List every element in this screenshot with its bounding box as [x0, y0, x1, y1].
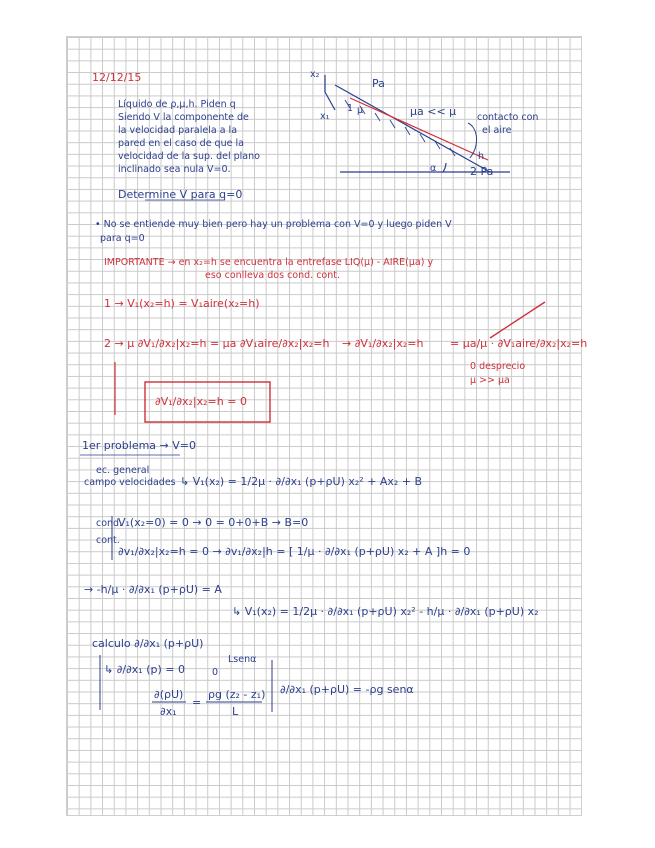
condition-2-right: = μa/μ · ∂V₁aire/∂x₂|x₂=h [450, 337, 588, 350]
dpu-equals: = [192, 696, 202, 709]
statement-line-5: velocidad de la sup. del plano [118, 151, 260, 162]
condition-2-equation: 2 → μ ∂V₁/∂x₂|x₂=h = μa ∂V₁aire/∂x₂|x₂=h [104, 337, 330, 350]
contact-label-1: contacto con [477, 112, 539, 123]
alpha-label: α [430, 163, 437, 174]
condition-1-equation: 1 → V₁(x₂=h) = V₁aire(x₂=h) [104, 297, 260, 310]
velocity-profile-equation: ↳ V₁(x₂) = 1/2μ · ∂/∂x₁ (p+ρU) x₂² - h/μ · ∂/∂x₁ (p+ρU) x₂ [232, 605, 539, 618]
statement-line-3: la velocidad paralela a la [118, 125, 238, 136]
neglect-note-2: μ >> μa [470, 375, 510, 386]
statement-line-6: inclinado sea nula V=0. [118, 164, 231, 175]
strike-through [490, 302, 545, 338]
calc-title: calculo ∂/∂x₁ (p+ρU) [92, 637, 204, 650]
top-pressure-label: Pa [372, 77, 385, 90]
dpu-denominator: ∂x₁ [160, 705, 177, 718]
alpha-arc [443, 163, 446, 172]
zero-mark: 0 [212, 667, 219, 678]
cond-2-label: cont. [96, 535, 120, 546]
important-note-1: IMPORTANTE → en x₂=h se encuentra la entrefase LIQ(μ) - AIRE(μa) y [104, 257, 434, 268]
mu-label: μ [357, 105, 364, 116]
calc-result: ∂/∂x₁ (p+ρU) = -ρg senα [280, 683, 414, 696]
task-line: Determine V para q=0 [118, 188, 243, 201]
one-label: 1 [347, 103, 354, 114]
general-equation: ↳ V₁(x₂) = 1/2μ · ∂/∂x₁ (p+ρU) x₂² + Ax₂ + B [180, 475, 423, 488]
bullet-note-1: • No se entiende muy bien pero hay un problema con V=0 y luego piden V [95, 219, 452, 230]
date-heading: 12/12/15 [92, 71, 142, 84]
h-label: h [478, 151, 485, 162]
contact-label-2: el aire [482, 125, 512, 136]
cond-2-equation: ∂v₁/∂x₂|x₂=h = 0 → ∂v₁/∂x₂|h = [ 1/μ · ∂/∂x₁ (p+ρU) x₂ + A ]h = 0 [118, 545, 471, 558]
statement-line-2: Siendo V la componente de [118, 112, 249, 123]
axis-x1-arrow [325, 92, 335, 110]
dpu-rhs-numerator: ρg (z₂ - z₁) [208, 688, 266, 701]
cond-1-label: cond. [96, 518, 123, 529]
axis-x2-label: x₂ [310, 69, 320, 80]
problem-1-title: 1er problema → V=0 [82, 439, 196, 452]
statement-line-4: pared en el caso de que la [118, 138, 244, 149]
wall-line [335, 85, 490, 172]
cond-1-equation: V₁(x₂=0) = 0 → 0 = 0+0+B → B=0 [118, 516, 309, 529]
viscosity-ratio-label: μa << μ [410, 105, 457, 118]
dp-equation: ↳ ∂/∂x₁ (p) = 0 [104, 663, 185, 676]
statement-line-1: Líquido de ρ,μ,h. Piden q [118, 99, 236, 110]
lsen-mark: Lsenα [228, 654, 257, 665]
bottom-pressure-label: 2 Pa [470, 165, 494, 178]
condition-2-arrow: → ∂V₁/∂x₂|x₂=h [342, 337, 424, 350]
dpu-rhs-denominator: L [232, 705, 239, 718]
boxed-result: ∂V₁/∂x₂|x₂=h = 0 [155, 395, 247, 408]
bullet-note-2: para q=0 [100, 233, 145, 244]
important-note-2: eso conlleva dos cond. cont. [205, 270, 341, 281]
general-eq-label-1: ec. general [96, 465, 150, 476]
dpu-numerator: ∂(ρU) [154, 688, 184, 701]
axis-x1-label: x₁ [320, 111, 330, 122]
neglect-note-1: 0 desprecio [470, 361, 526, 372]
a-constant-equation: → -h/μ · ∂/∂x₁ (p+ρU) = A [84, 583, 222, 596]
general-eq-label-2: campo velocidades [84, 477, 176, 488]
